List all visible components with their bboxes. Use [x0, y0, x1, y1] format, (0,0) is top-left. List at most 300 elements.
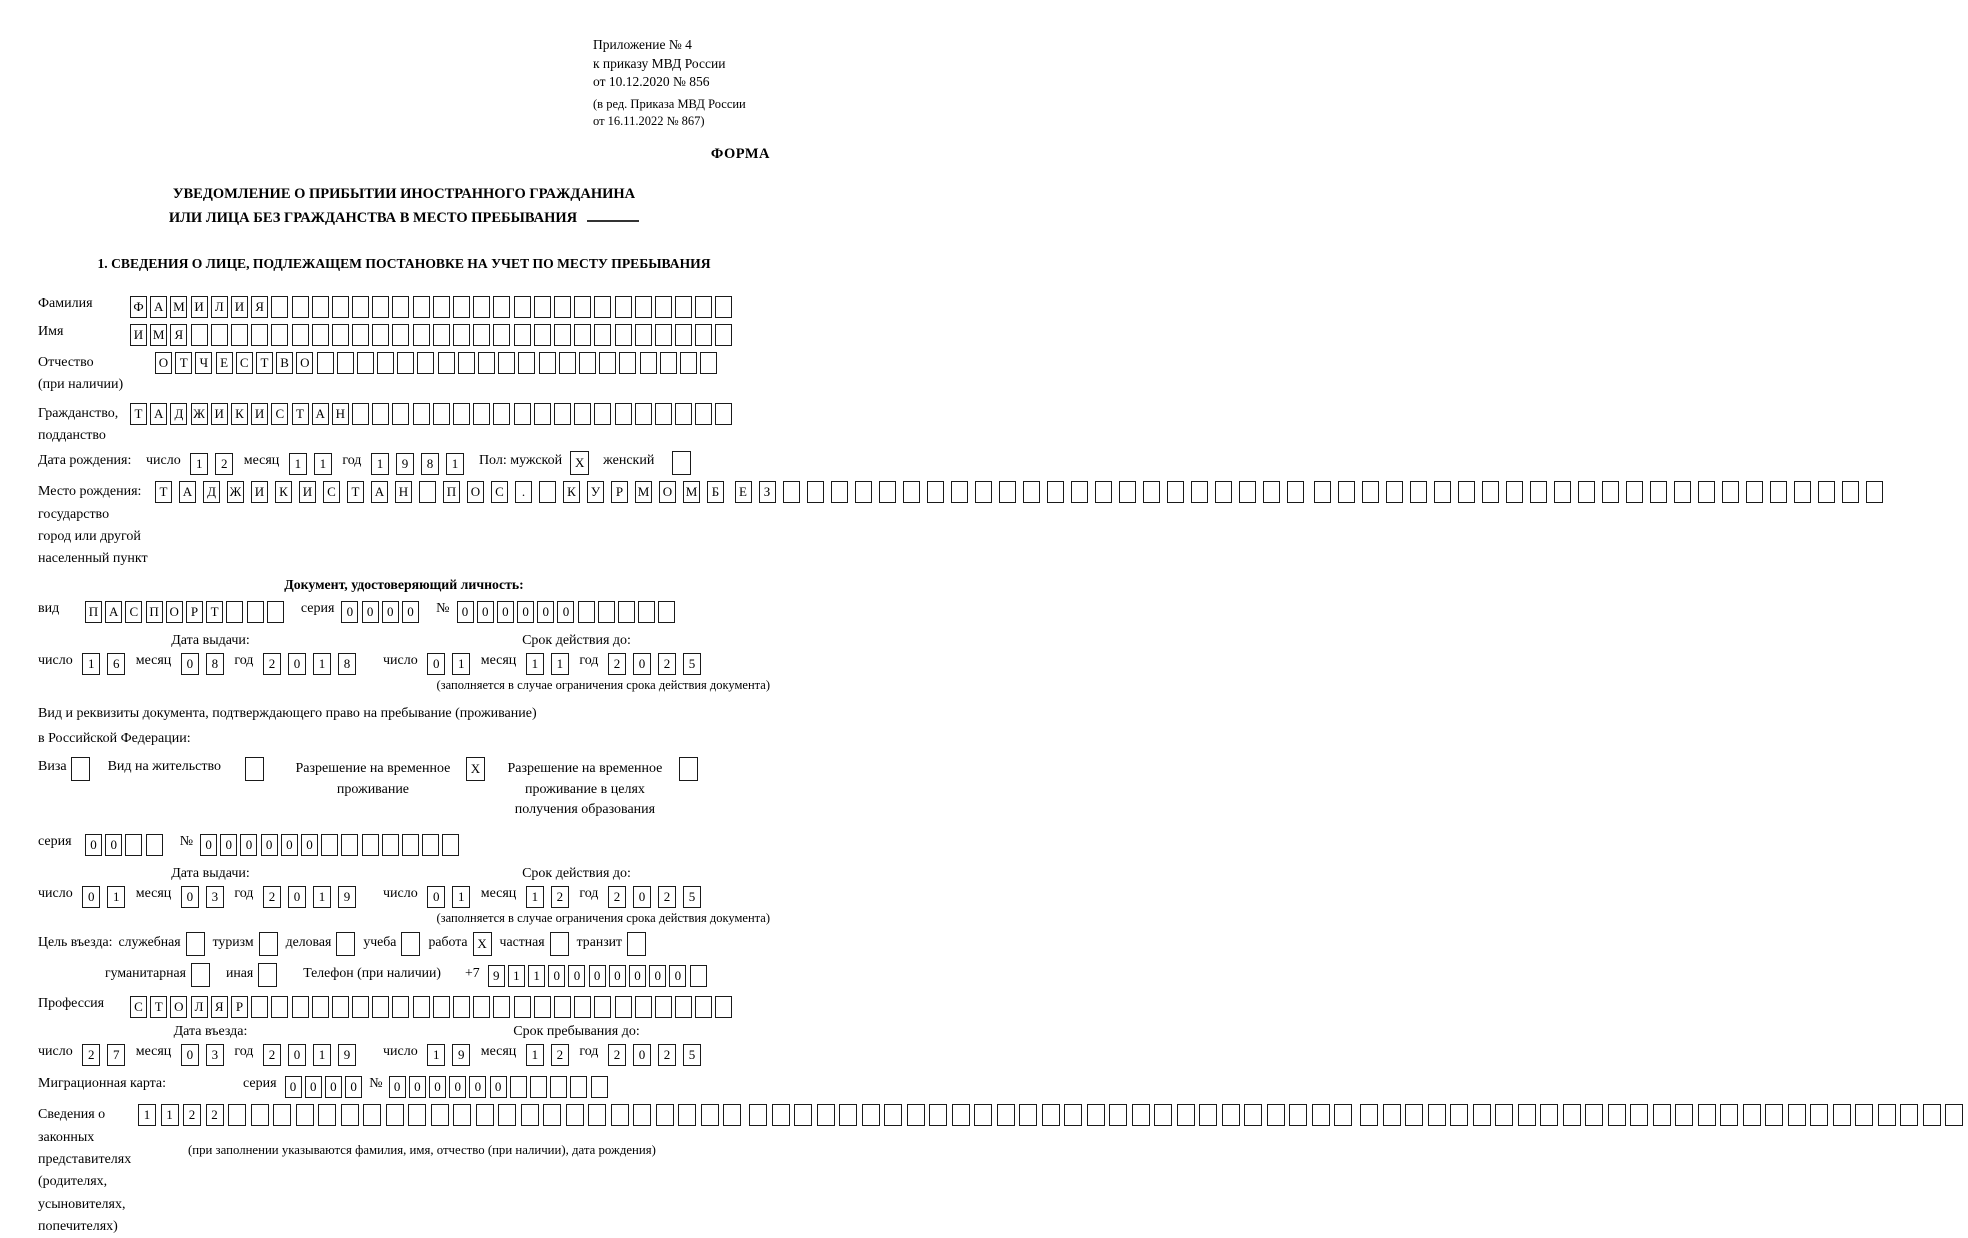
char-box [594, 996, 611, 1018]
char-box [1143, 481, 1160, 503]
char-box: 1 [452, 653, 470, 675]
char-box [550, 1076, 567, 1098]
char-box [1287, 481, 1304, 503]
char-box: 1 [313, 1044, 331, 1066]
char-box: Ф [130, 296, 147, 318]
char-box: 0 [497, 601, 514, 623]
purpose-humanitarian: гуманитарная [105, 965, 210, 987]
char-box [332, 296, 349, 318]
visa-label: Виза [38, 759, 67, 775]
char-box [372, 324, 389, 346]
char-box [433, 296, 450, 318]
char-box: К [231, 403, 248, 425]
residence-number-label: № [179, 834, 194, 850]
char-box: X [473, 932, 492, 956]
char-box [1215, 481, 1232, 503]
residence-permit-label: Вид на жительство [107, 759, 221, 775]
char-box [1630, 1104, 1648, 1126]
representatives-line-1 [138, 1104, 746, 1126]
char-box [1743, 1104, 1761, 1126]
char-box: 1 [371, 453, 389, 475]
char-box [514, 296, 531, 318]
char-box [1071, 481, 1088, 503]
char-box [341, 834, 358, 856]
char-box [1675, 1104, 1693, 1126]
char-box [817, 1104, 835, 1126]
char-box [1119, 481, 1136, 503]
char-box: А [371, 481, 388, 503]
migration-series-label: серия [243, 1076, 277, 1092]
char-box [312, 996, 329, 1018]
char-box [695, 324, 712, 346]
char-box [251, 1104, 269, 1126]
char-box: М [635, 481, 652, 503]
char-box [1653, 1104, 1671, 1126]
char-box: 9 [452, 1044, 470, 1066]
char-box [1765, 1104, 1783, 1126]
char-box [574, 403, 591, 425]
blank-line [587, 207, 639, 222]
char-box [594, 403, 611, 425]
char-box [191, 324, 208, 346]
purpose-row-2 [105, 965, 770, 987]
char-box [1405, 1104, 1423, 1126]
char-box [352, 403, 369, 425]
edu-permit-label: Разрешение на временное проживание в целях получения образования [507, 761, 663, 817]
doc-series-label: серия [300, 600, 335, 616]
char-box: 0 [200, 834, 217, 856]
char-box [715, 996, 732, 1018]
char-box [534, 324, 551, 346]
char-box [1267, 1104, 1285, 1126]
issued-day-boxes [82, 653, 132, 675]
char-box [566, 1104, 584, 1126]
char-box: Т [175, 352, 192, 374]
char-box [408, 1104, 426, 1126]
char-box: 1 [508, 965, 525, 987]
char-box: Т [256, 352, 273, 374]
char-box: Т [347, 481, 364, 503]
given-name-boxes [130, 324, 736, 346]
char-box: О [166, 601, 183, 623]
amendment-line: от 16.11.2022 № 867) [593, 114, 705, 129]
char-box: Ж [191, 403, 208, 425]
char-box: 0 [568, 965, 585, 987]
char-box: 2 [263, 653, 281, 675]
char-box [433, 996, 450, 1018]
char-box: 2 [658, 1044, 676, 1066]
char-box [594, 324, 611, 346]
valid-month-boxes [526, 653, 576, 675]
char-box: 0 [429, 1076, 446, 1098]
char-box [999, 481, 1016, 503]
char-box [473, 324, 490, 346]
char-box: Ж [227, 481, 244, 503]
char-box [530, 1076, 547, 1098]
char-box [1650, 481, 1667, 503]
char-box: Я [251, 296, 268, 318]
char-box [419, 481, 436, 503]
residence-series-row [38, 834, 770, 856]
char-box [1428, 1104, 1446, 1126]
birth-month-boxes [289, 453, 339, 475]
char-box [1518, 1104, 1536, 1126]
form-label: ФОРМА [710, 146, 770, 163]
char-box: 2 [551, 886, 569, 908]
char-box [296, 1104, 314, 1126]
residence-valid-col: Срок действия до: число 0 1 месяц 1 2 год 2 0 2 5 [383, 866, 770, 908]
char-box [1506, 481, 1523, 503]
char-box [514, 403, 531, 425]
char-box: 0 [409, 1076, 426, 1098]
char-box: Т [292, 403, 309, 425]
birth-place-label: Место рождения: государство город или другой населенный пункт [38, 484, 148, 567]
form-page [0, 0, 800, 1235]
char-box [772, 1104, 790, 1126]
res-valid-day-boxes [427, 886, 477, 908]
char-box: Т [155, 481, 172, 503]
char-box [679, 757, 698, 781]
char-box: X [466, 757, 485, 781]
char-box [579, 352, 596, 374]
purpose-work: работа X [428, 934, 491, 956]
res-valid-year-boxes [608, 886, 708, 908]
char-box [186, 932, 205, 956]
char-box: 0 [649, 965, 666, 987]
residence-number-boxes [200, 834, 462, 856]
char-box [1386, 481, 1403, 503]
char-box [1199, 1104, 1217, 1126]
char-box [534, 296, 551, 318]
char-box [879, 481, 896, 503]
char-box [397, 352, 414, 374]
char-box [543, 1104, 561, 1126]
char-box [247, 601, 264, 623]
char-box [695, 403, 712, 425]
entry-heading: Дата въезда: [173, 1024, 248, 1040]
sex-female-label: женский [603, 453, 655, 469]
char-box [715, 324, 732, 346]
char-box [125, 834, 142, 856]
citizenship-boxes [130, 403, 736, 425]
char-box: 7 [107, 1044, 125, 1066]
char-box: 0 [281, 834, 298, 856]
char-box [675, 324, 692, 346]
char-box: 1 [313, 886, 331, 908]
char-box [1047, 481, 1064, 503]
char-box [372, 403, 389, 425]
sex-female-checkbox [672, 451, 691, 475]
char-box: Е [216, 352, 233, 374]
char-box [1222, 1104, 1240, 1126]
issued-date-group: число 1 6 месяц 0 8 год 2 0 1 8 [38, 653, 363, 675]
char-box: 0 [220, 834, 237, 856]
residence-series-label: серия [38, 834, 72, 850]
char-box [635, 296, 652, 318]
char-box: X [570, 451, 589, 475]
char-box: 2 [215, 453, 233, 475]
char-box: 8 [421, 453, 439, 475]
char-box [271, 996, 288, 1018]
char-box [352, 296, 369, 318]
issued-heading: Дата выдачи: [171, 632, 250, 648]
purpose-business: деловая [286, 934, 356, 956]
char-box [1362, 481, 1379, 503]
char-box [1132, 1104, 1150, 1126]
char-box [1833, 1104, 1851, 1126]
char-box [332, 996, 349, 1018]
char-box [1263, 481, 1280, 503]
char-box: 0 [477, 601, 494, 623]
char-box: А [150, 296, 167, 318]
char-box [695, 296, 712, 318]
entry-date-col: Дата въезда: число 2 7 месяц 0 3 год 2 0 1 9 [38, 1024, 383, 1066]
birth-place-line-3 [1314, 481, 1890, 503]
char-box [458, 352, 475, 374]
char-box [1450, 1104, 1468, 1126]
char-box [1563, 1104, 1581, 1126]
residence-series-boxes [85, 834, 166, 856]
char-box: И [130, 324, 147, 346]
char-box: 0 [345, 1076, 362, 1098]
char-box [1866, 481, 1883, 503]
char-box [352, 324, 369, 346]
appendix-line: к приказу МВД России [593, 55, 726, 71]
appendix-line: Приложение № 4 [593, 37, 692, 52]
char-box [312, 296, 329, 318]
char-box: 2 [608, 886, 626, 908]
char-box [271, 324, 288, 346]
char-box: 5 [683, 1044, 701, 1066]
char-box: 0 [285, 1076, 302, 1098]
char-box [997, 1104, 1015, 1126]
char-box: С [491, 481, 508, 503]
char-box [907, 1104, 925, 1126]
char-box: 0 [362, 601, 379, 623]
char-box [1945, 1104, 1963, 1126]
residence-issue-col: Дата выдачи: число 0 1 месяц 0 3 год 2 0 1 9 [38, 866, 383, 908]
char-box [251, 996, 268, 1018]
char-box [413, 996, 430, 1018]
char-box: 0 [288, 1044, 306, 1066]
char-box [690, 965, 707, 987]
char-box: 1 [446, 453, 464, 475]
char-box [226, 601, 243, 623]
migration-series-boxes [285, 1076, 366, 1098]
identity-doc-heading: Документ, удостоверяющий личность: [284, 576, 524, 592]
doc-number-boxes [457, 601, 679, 623]
char-box [417, 352, 434, 374]
stay-until-col: Срок пребывания до: число 1 9 месяц 1 2 год 2 0 2 5 [383, 1024, 770, 1066]
char-box: 0 [261, 834, 278, 856]
char-box [259, 932, 278, 956]
char-box: 0 [457, 601, 474, 623]
stay-day-boxes [427, 1044, 477, 1066]
char-box [413, 296, 430, 318]
char-box [627, 932, 646, 956]
phone-boxes [488, 965, 710, 987]
char-box [554, 324, 571, 346]
patronymic-row [38, 352, 770, 397]
surname-row [38, 296, 770, 318]
char-box [493, 324, 510, 346]
char-box [392, 324, 409, 346]
char-box [1698, 1104, 1716, 1126]
res-issued-day-boxes [82, 886, 132, 908]
char-box: 5 [683, 886, 701, 908]
validity-note: (заполняется в случае ограничения срока действия документа) [436, 677, 770, 692]
identity-doc-kind-row [38, 601, 770, 623]
char-box [701, 1104, 719, 1126]
char-box: Н [395, 481, 412, 503]
char-box [413, 403, 430, 425]
char-box: 0 [427, 653, 445, 675]
char-box: 2 [658, 886, 676, 908]
char-box [191, 963, 210, 987]
char-box: И [251, 481, 268, 503]
char-box [884, 1104, 902, 1126]
char-box: 1 [82, 653, 100, 675]
issued-year-boxes [263, 653, 363, 675]
char-box [974, 1104, 992, 1126]
entry-year-boxes [263, 1044, 363, 1066]
char-box: Д [170, 403, 187, 425]
char-box [422, 834, 439, 856]
doc-number-label: № [436, 600, 450, 616]
char-box [231, 324, 248, 346]
char-box [1770, 481, 1787, 503]
char-box [1923, 1104, 1941, 1126]
char-box: Л [211, 296, 228, 318]
char-box [341, 1104, 359, 1126]
char-box [619, 352, 636, 374]
char-box: О [170, 996, 187, 1018]
char-box: 0 [490, 1076, 507, 1098]
char-box [337, 352, 354, 374]
char-box [618, 601, 635, 623]
char-box [1578, 481, 1595, 503]
char-box [1482, 481, 1499, 503]
char-box [862, 1104, 880, 1126]
patronymic-label-note: (при наличии) [38, 377, 124, 393]
char-box: 0 [105, 834, 122, 856]
char-box [574, 996, 591, 1018]
char-box [1360, 1104, 1378, 1126]
birth-place-line-1 [155, 481, 731, 503]
char-box [550, 932, 569, 956]
char-box [807, 481, 824, 503]
char-box [534, 403, 551, 425]
char-box [554, 296, 571, 318]
char-box: С [125, 601, 142, 623]
migration-number-label: № [369, 1076, 383, 1092]
char-box: Т [130, 403, 147, 425]
char-box [453, 324, 470, 346]
char-box [638, 601, 655, 623]
birth-year-boxes [371, 453, 471, 475]
char-box: 1 [551, 653, 569, 675]
char-box: 1 [427, 1044, 445, 1066]
char-box [292, 324, 309, 346]
char-box [392, 403, 409, 425]
char-box: 3 [206, 886, 224, 908]
char-box [1585, 1104, 1603, 1126]
phone-prefix: +7 [465, 965, 480, 981]
representatives-row [38, 1104, 770, 1238]
char-box [1720, 1104, 1738, 1126]
issued-month-boxes [181, 653, 231, 675]
char-box [258, 963, 277, 987]
char-box [952, 1104, 970, 1126]
char-box [574, 324, 591, 346]
char-box: 1 [289, 453, 307, 475]
valid-date-group: число 0 1 месяц 1 1 год 2 0 2 5 [383, 653, 708, 675]
char-box [1434, 481, 1451, 503]
char-box [534, 996, 551, 1018]
char-box [678, 1104, 696, 1126]
birth-date-row [38, 453, 770, 475]
char-box [1818, 481, 1835, 503]
char-box: 0 [517, 601, 534, 623]
char-box: 0 [341, 601, 358, 623]
char-box [271, 296, 288, 318]
char-box [794, 1104, 812, 1126]
entry-month-boxes [181, 1044, 231, 1066]
char-box: 1 [161, 1104, 179, 1126]
char-box [514, 996, 531, 1018]
char-box [655, 324, 672, 346]
char-box: 0 [427, 886, 445, 908]
char-box [392, 296, 409, 318]
char-box [1810, 1104, 1828, 1126]
char-box: 0 [609, 965, 626, 987]
char-box: 0 [288, 886, 306, 908]
char-box [332, 324, 349, 346]
char-box: М [683, 481, 700, 503]
valid-year-boxes [608, 653, 708, 675]
char-box: С [130, 996, 147, 1018]
char-box: 0 [382, 601, 399, 623]
char-box: М [150, 324, 167, 346]
char-box: 1 [526, 653, 544, 675]
char-box [433, 324, 450, 346]
title-line-2: ИЛИ ЛИЦА БЕЗ ГРАЖДАНСТВА В МЕСТО ПРЕБЫВАНИЯ [38, 207, 770, 230]
stay-year-boxes [608, 1044, 708, 1066]
char-box: И [211, 403, 228, 425]
char-box [599, 352, 616, 374]
char-box [336, 932, 355, 956]
char-box: И [191, 296, 208, 318]
migration-card-row [38, 1076, 770, 1098]
char-box: П [146, 601, 163, 623]
char-box [413, 324, 430, 346]
char-box: Т [150, 996, 167, 1018]
issue-date-col [38, 633, 383, 675]
char-box: 0 [325, 1076, 342, 1098]
amendment-line: (в ред. Приказа МВД России [593, 96, 746, 111]
edu-permit-checkbox [679, 757, 698, 781]
purpose-transit: транзит [577, 934, 646, 956]
char-box: А [105, 601, 122, 623]
char-box [655, 296, 672, 318]
char-box: 0 [548, 965, 565, 987]
char-box [715, 403, 732, 425]
char-box [658, 601, 675, 623]
surname-label: Фамилия [38, 295, 93, 311]
char-box [1334, 1104, 1352, 1126]
representatives-label: Сведения о законных представителях (родителях, усыновителях, попечителях) [38, 1107, 132, 1235]
char-box: С [271, 403, 288, 425]
